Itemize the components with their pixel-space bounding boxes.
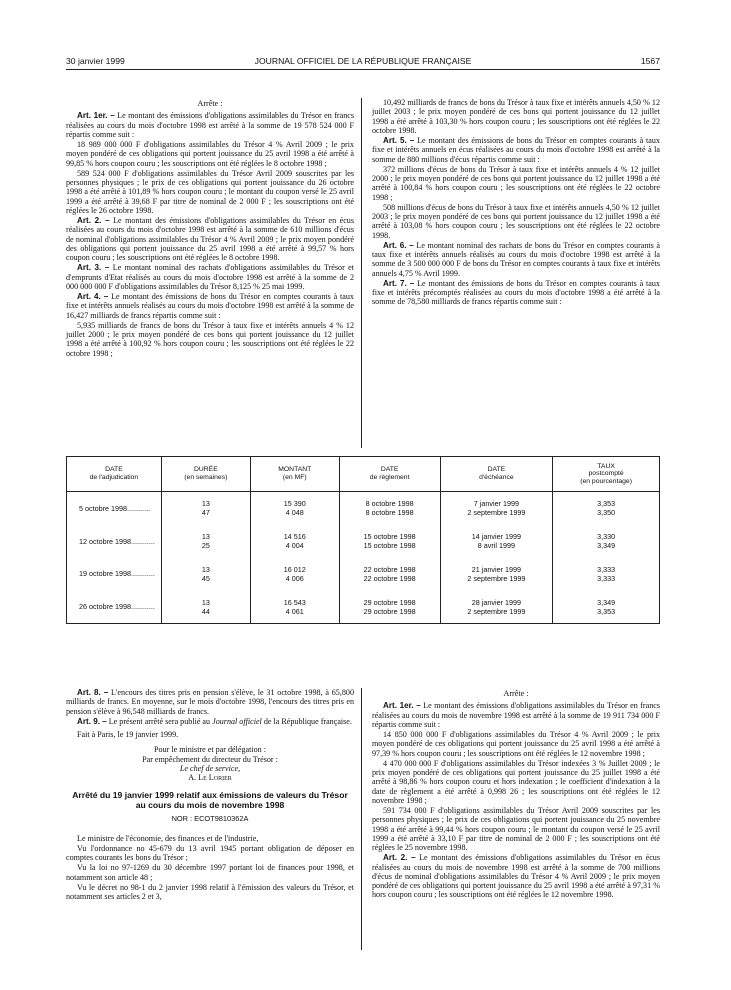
cell-reglement: 15 octobre 1998 15 octobre 1998 xyxy=(339,525,440,558)
cell-reglement: 22 octobre 1998 22 octobre 1998 xyxy=(339,557,440,590)
article-label: Art. 6. – xyxy=(383,240,414,250)
cell-duree: 13 25 xyxy=(161,525,250,558)
col-date-adjudication: DATE de l'adjudication xyxy=(67,457,162,492)
bons-table xyxy=(66,456,660,624)
paragraph: 4 470 000 000 F d'obligations assimilables du Trésor indexées 3 % Juillet 2009 ; le prix moyen pondéré de ces obligations qui portent jouissance du 25 juillet 1998 a été arrêté à 98,86 % hors coupon couru et hors indexation ; le coefficient d'indexation à la date de règlement a été arrêté à 0,998 26 ; les souscriptions ont été réglées le 12 novembre 1998 ; xyxy=(372,758,660,805)
table-row xyxy=(67,557,660,590)
article-label: Art. 5. – xyxy=(383,136,415,145)
col-taux: TAUX postcompté (en pourcentage) xyxy=(553,457,660,492)
article-text: Le montant nominal des rachats d'obligations assimilables du Trésor et d'emprunts d'Etat réalisés au cours du mois d'octobre 1998 est arrêté à la somme de 2 000 000 000 F d'obligations assimilables du Trésor 8,125 % 25 mai 1999. xyxy=(66,263,354,291)
minister-intro: Le ministre de l'économie, des finances et de l'industrie, xyxy=(77,833,259,843)
cell-echeance: 14 janvier 1999 8 avril 1999 xyxy=(440,525,553,558)
cell-taux: 3,353 3,350 xyxy=(553,492,660,525)
arrete-heading: Arrête : xyxy=(503,689,529,698)
column-divider xyxy=(361,688,362,950)
column-right-top xyxy=(372,98,660,308)
article-1 xyxy=(66,111,354,139)
col-montant: MONTANT (en MF) xyxy=(250,457,339,492)
cell-montant: 16 543 4 061 xyxy=(250,590,339,623)
article-label: Art. 2. – xyxy=(383,853,416,863)
cell-date: 12 octobre 1998............ xyxy=(67,525,162,558)
nor-reference: NOR : ECOT9810362A xyxy=(171,814,249,824)
column-left-top xyxy=(66,98,354,359)
arrete-title: Arrêté du 19 janvier 1999 relatif aux émissions de valeurs du Trésor au cours du mois de novembre 1998 xyxy=(72,790,348,811)
article-text: Le montant des émissions d'obligations assimilables du Trésor en francs réalisées au cours du mois d'octobre 1998 est arrêté à la somme de 19 578 524 000 F répartis comme suit : xyxy=(66,111,354,139)
article-2 xyxy=(372,853,660,899)
cell-date: 5 octobre 1998............ xyxy=(67,492,162,525)
paragraph: 14 850 000 000 F d'obligations assimilables du Trésor 4 % Avril 2009 ; le prix moyen pondéré de ces obligations qui portent jouissance du 25 avril 1998 a été arrêté à 97,39 % hors coupon couru ; les souscriptions ont été réglées le 12 novembre 1998 ; xyxy=(372,730,660,758)
paragraph: 589 524 000 F d'obligations assimilables du Trésor Avril 2009 souscrites par les personnes physiques ; le prix de ces obligations qui portent jouissance du 26 octobre 1998 a été arrêté à 101,89 % hors coupon couru ; le montant du coupon versé le 25 avril 1999 a été arrêté à 39,68 F par titre de nominal de 2 000 F ; les souscriptions ont été réglées le 26 octobre 1998. xyxy=(66,168,354,215)
cell-echeance: 21 janvier 1999 2 septembre 1999 xyxy=(440,557,553,590)
column-left-bottom xyxy=(66,688,354,902)
table-row xyxy=(67,590,660,623)
article-text: L'encours des titres pris en pension s'élève, le 31 octobre 1998, à 65,800 milliards de francs. En moyenne, sur le mois d'octobre 1998, l'encours des titres pris en pension s'élève à 96,548 milliards de francs. xyxy=(66,688,354,716)
cell-date: 26 octobre 1998............ xyxy=(67,590,162,623)
arrete-heading: Arrête : xyxy=(197,99,223,108)
cell-montant: 16 012 4 006 xyxy=(250,557,339,590)
col-date-echeance: DATE d'échéance xyxy=(440,457,553,492)
article-3 xyxy=(66,263,354,291)
article-label: Art. 7. – xyxy=(383,278,415,288)
article-label: Art. 3. – xyxy=(77,263,110,273)
cell-taux: 3,333 3,333 xyxy=(553,557,660,590)
article-text: Le montant nominal des rachats de bons du Trésor en comptes courants à taux fixe et intérêts annuels réalisés au cours du mois d'octobre 1998 est arrêté à la somme de 3 500 000 000 F de bons du Trésor en comptes courants à taux fixe et intérêts annuels 4,75 % Avril 1999. xyxy=(372,240,660,278)
article-label: Art. 9. – xyxy=(77,716,107,726)
article-text: Le montant des émissions de bons du Trésor en comptes courants à taux fixe et intérêts annuels réalisés au cours du mois d'octobre 1998 est arrêté à la somme de 16,427 milliards de francs répartis comme suit : xyxy=(66,292,354,320)
cell-reglement: 29 octobre 1998 29 octobre 1998 xyxy=(339,590,440,623)
fait-a-paris: Fait à Paris, le 19 janvier 1999. xyxy=(77,730,179,739)
table-row xyxy=(67,525,660,558)
paragraph: 10,492 milliards de francs de bons du Trésor à taux fixe et intérêts annuels 4,50 % 12 juillet 2003 ; le prix moyen pondéré de ces bons qui portent jouissance du 12 juillet 1998 a été arrêté à 103,30 % hors coupon couru ; les souscriptions ont été réglées le 22 octobre 1998. xyxy=(372,98,660,135)
article-text: Le montant des émissions d'obligations assimilables du Trésor en écus réalisées au cours du mois d'octobre 1998 est arrêté à la somme de 610 millions d'écus de nominal d'obligations assimilables du Trésor 4 % Avril 2009 ; le prix moyen pondéré des obligations qui portent jouissance du 25 avril 1998 a été arrêté à 99,57 % hors coupon couru ; les souscriptions ont été réglées le 8 octobre 1998. xyxy=(66,216,354,262)
cell-duree: 13 44 xyxy=(161,590,250,623)
cell-taux: 3,349 3,353 xyxy=(553,590,660,623)
column-divider xyxy=(361,98,362,448)
cell-taux: 3,330 3,349 xyxy=(553,525,660,558)
cell-reglement: 8 octobre 1998 8 octobre 1998 xyxy=(339,492,440,525)
visa: Vu la loi no 97-1269 du 30 décembre 1997 portant loi de finances pour 1998, et notamment son article 48 ; xyxy=(66,863,354,882)
journal-title: JOURNAL OFFICIEL DE LA RÉPUBLIQUE FRANÇAISE xyxy=(254,56,472,66)
header-rule xyxy=(66,69,660,70)
col-duree: DURÉE (en semaines) xyxy=(161,457,250,492)
column-right-bottom xyxy=(372,688,660,901)
article-label: Art. 4. – xyxy=(77,292,109,301)
paragraph: 5,935 milliards de francs de bons du Trésor à taux fixe et intérêts annuels 4 % 12 juillet 2000 ; le prix moyen pondéré de ces bons qui portent jouissance du 12 juillet 1998 a été arrêté à 100,92 % hors coupon couru ; les souscriptions ont été réglées le 22 octobre 1998 ; xyxy=(66,320,354,358)
article-2 xyxy=(66,216,354,262)
cell-echeance: 7 janvier 1999 2 septembre 1999 xyxy=(440,492,553,525)
article-9: Art. 9. – Le présent arrêté sera publié au Journal officiel de la République française. xyxy=(77,716,352,726)
paragraph: 508 millions d'écus de bons du Trésor à taux fixe et intérêts annuels 4,50 % 12 juillet 2003 ; le prix moyen pondéré de ces bons qui portent jouissance du 12 juillet 1998 a été arrêté à 103,08 % hors coupon couru ; les souscriptions ont été réglées le 22 octobre 1998. xyxy=(372,202,660,240)
article-1 xyxy=(372,701,660,729)
article-7 xyxy=(372,279,660,307)
header-date: 30 janvier 1999 xyxy=(66,56,125,66)
article-5 xyxy=(372,136,660,164)
article-label: Art. 1er. – xyxy=(77,111,115,121)
article-text: Le montant des émissions d'obligations assimilables du Trésor en francs réalisées au cours du mois de novembre 1998 est arrêté à la somme de 19 911 734 000 F répartis comme suit : xyxy=(372,701,660,729)
cell-duree: 13 45 xyxy=(161,557,250,590)
visa: Vu le décret no 98-1 du 2 janvier 1998 relatif à l'émission des valeurs du Trésor, et notamment ses articles 2 et 3, xyxy=(66,882,354,901)
journal-officiel-ref: Journal officiel xyxy=(212,716,262,726)
article-6 xyxy=(372,241,660,278)
cell-montant: 14 516 4 004 xyxy=(250,525,339,558)
signatory: A. Le Lorier xyxy=(188,773,232,782)
cell-montant: 15 390 4 048 xyxy=(250,492,339,525)
cell-echeance: 28 janvier 1999 2 septembre 1999 xyxy=(440,590,553,623)
signature-block: Pour le ministre et par délégation : Par empêchement du directeur du Trésor : Le chef de service, A. Le Lorier xyxy=(142,745,278,782)
article-8 xyxy=(66,688,354,716)
col-date-reglement: DATE de règlement xyxy=(339,457,440,492)
article-label: Art. 8. – xyxy=(77,688,109,697)
paragraph: 372 millions d'écus de bons du Trésor à taux fixe et intérêts annuels 4 % 12 juillet 2000 ; le prix moyen pondéré de ces bons qui portent jouissance du 12 juillet 1998 a été arrêté à 100,84 % hors coupon couru ; les souscriptions ont été réglées le 22 octobre 1998 ; xyxy=(372,164,660,202)
paragraph: 18 989 000 000 F d'obligations assimilables du Trésor 4 % Avril 2009 ; le prix moyen pondéré de ces obligations qui portent jouissance du 25 avril 1998 a été arrêté à 99,85 % hors coupon couru ; les souscriptions ont été réglées le 8 octobre 1998 ; xyxy=(66,140,354,168)
visa: Vu l'ordonnance no 45-679 du 13 avril 1945 portant obligation de déposer en comptes courants les bons du Trésor ; xyxy=(66,843,354,862)
article-label: Art. 1er. – xyxy=(383,701,421,711)
cell-date: 19 octobre 1998............ xyxy=(67,557,162,590)
article-label: Art. 2. – xyxy=(77,216,110,225)
cell-duree: 13 47 xyxy=(161,492,250,525)
article-text: Le montant des émissions d'obligations assimilables du Trésor en écus réalisées au cours du mois de novembre 1998 est arrêté à la somme de 700 millions d'écus de nominal d'obligations assimilables du Trésor 4 % Avril 2009 ; le prix moyen pondéré de ces obligations qui portent jouissance du 25 avril 1998 a été arrêté à 97,31 % hors coupon couru ; les souscriptions ont été réglées le 12 novembre 1998. xyxy=(372,853,660,900)
article-text: Le montant des émissions de bons du Trésor en comptes courants à taux fixe et intérêts précomptés réalisées au cours du mois d'octobre 1998 a été arrêté à la somme de 78,580 milliards de francs répartis comme suit : xyxy=(372,278,660,307)
article-text: Le montant des émissions de bons du Trésor en comptes courants à taux fixe et intérêts annuels en écus réalisées au cours du mois d'octobre 1998 est arrêté à la somme de 880 millions d'écus répartis comme suit : xyxy=(372,136,660,164)
table-row xyxy=(67,492,660,525)
article-4 xyxy=(66,292,354,320)
page-number: 1567 xyxy=(640,56,660,66)
table-header-row xyxy=(67,457,660,492)
paragraph: 591 734 000 F d'obligations assimilables du Trésor Avril 2009 souscrites par les personnes physiques ; le prix de ces obligations qui portent jouissance du 25 novembre 1998 a été arrêté à 99,44 % hors coupon couru ; le montant du coupon versé le 25 avril 1999 a été arrêté à 33,10 F par titre de nominal de 2 000 F ; les souscriptions ont été réglées le 25 novembre 1998. xyxy=(372,806,660,852)
page-header xyxy=(66,56,660,68)
